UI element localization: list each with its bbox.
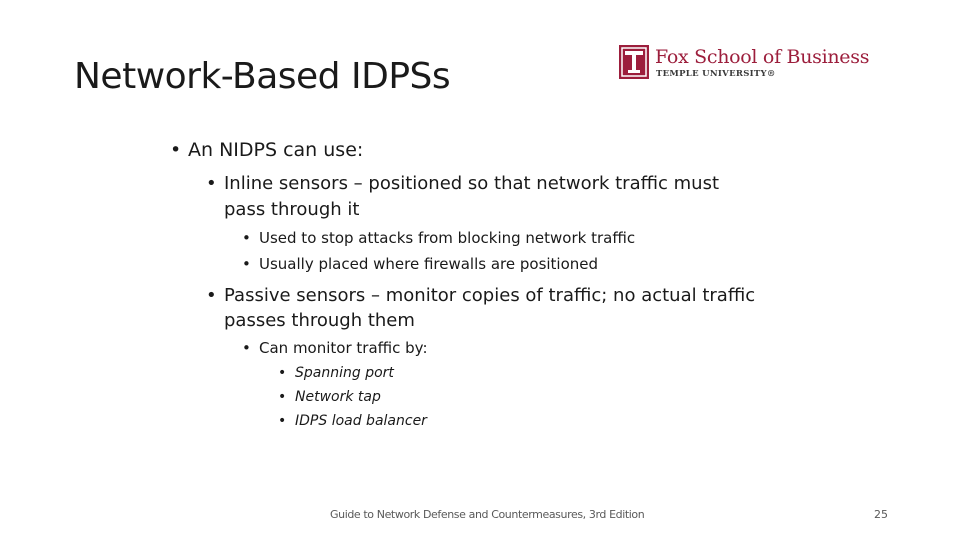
bullet-glyph: •: [206, 285, 217, 306]
fox-school-logo: [619, 45, 884, 81]
inline-sub-item: Used to stop attacks from blocking network traffic: [259, 229, 636, 247]
slide-title: Network-Based IDPSs: [74, 56, 451, 97]
bullet-glyph: •: [278, 365, 287, 381]
bullet-glyph: •: [206, 173, 217, 194]
bullet-glyph: •: [278, 413, 287, 429]
slide-footer: Guide to Network Defense and Countermeasures, 3rd Edition: [330, 508, 645, 521]
monitor-method-item: Network tap: [295, 389, 381, 405]
bullet-glyph: •: [242, 229, 251, 247]
bullet-glyph: •: [170, 139, 182, 161]
bullet-level1: An NIDPS can use:: [188, 139, 364, 161]
bullet-glyph: •: [242, 255, 251, 273]
logo-name: Fox School of Business: [655, 46, 870, 68]
monitor-method-item: Spanning port: [295, 365, 394, 381]
passive-sensors-line1: Passive sensors – monitor copies of traffic; no actual traffic: [224, 285, 756, 306]
bullet-glyph: •: [242, 339, 251, 357]
monitor-method-item: IDPS load balancer: [295, 413, 427, 429]
passive-sub-label: Can monitor traffic by:: [259, 339, 428, 357]
inline-sub-item: Usually placed where firewalls are positioned: [259, 255, 599, 273]
inline-sensors-line2: pass through it: [224, 199, 360, 220]
bullet-glyph: •: [278, 389, 287, 405]
inline-sensors-line1: Inline sensors – positioned so that network traffic must: [224, 173, 720, 194]
temple-t-icon: [619, 45, 649, 79]
passive-sensors-line2: passes through them: [224, 310, 415, 331]
page-number: 25: [874, 508, 888, 521]
logo-subtitle: TEMPLE UNIVERSITY®: [656, 69, 776, 79]
